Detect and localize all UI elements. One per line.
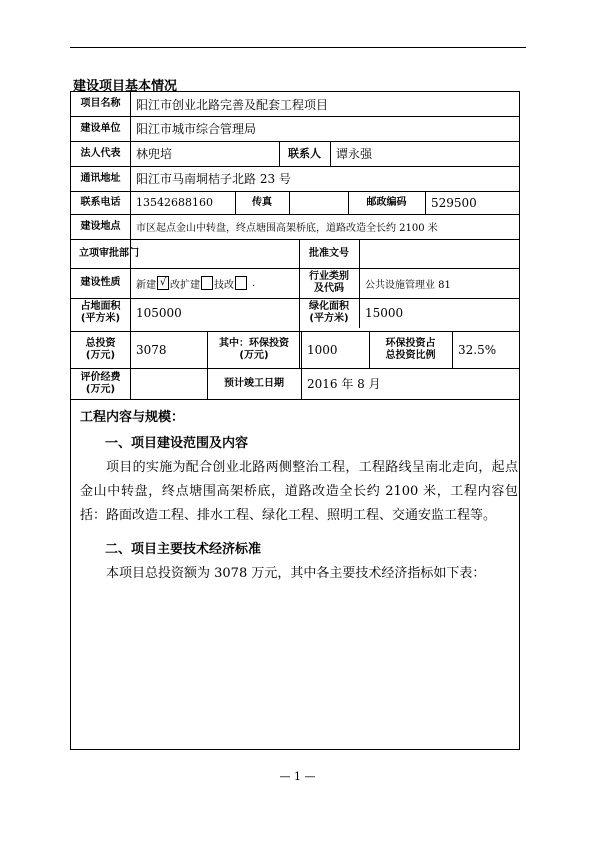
completion-date-label: 预计竣工日期 bbox=[224, 377, 284, 389]
env-investment-label bbox=[207, 331, 301, 368]
phone-value: 13542688160 bbox=[136, 196, 213, 209]
area-label bbox=[71, 298, 130, 328]
env-ratio-label-line2: 总投资比例 bbox=[385, 349, 436, 361]
contact-value: 谭永强 bbox=[336, 147, 373, 161]
green-area-label-line1: 绿化面积 bbox=[309, 301, 349, 312]
industry-label-line2: 及代码 bbox=[314, 283, 344, 294]
section-2-title: 二、项目主要技术经济标准 bbox=[105, 542, 262, 557]
eval-fee-value bbox=[130, 368, 207, 399]
env-ratio-label-line1: 环保投资占 bbox=[385, 337, 436, 349]
nature-option-new: 新建 bbox=[136, 279, 156, 291]
investment-label-line2: (万元) bbox=[85, 349, 116, 361]
page-title: 建设项目基本情况 bbox=[73, 79, 178, 94]
content-heading: 工程内容与规模： bbox=[80, 410, 185, 425]
contact-label: 联系人 bbox=[288, 146, 321, 160]
approval-dept-label: 立项审批部门 bbox=[79, 247, 139, 259]
address-label: 通讯地址 bbox=[80, 172, 121, 184]
header-rule bbox=[70, 47, 526, 48]
nature-option-tech: 技改 bbox=[214, 279, 234, 291]
approval-doc-value bbox=[359, 239, 519, 268]
section-2-text: 本项目总投资额为 3078 万元，其中各主要技术经济指标如下表： bbox=[106, 566, 486, 581]
industry-label-line1: 行业类别 bbox=[309, 271, 349, 282]
project-name-label: 项目名称 bbox=[80, 98, 121, 109]
nature-option-expand: 改扩建 bbox=[170, 279, 200, 291]
green-area-label-line2: (平方米) bbox=[309, 313, 349, 324]
basic-info-table bbox=[70, 91, 520, 750]
section-1-text: 项目的实施为配合创业北路两侧整治工程，工程路线呈南北走向，起点金山中转盘，终点塘围高架桥底，道路改造全长约 2100 米，工程内容包括：路面改造工程、排水工程、绿化工程、照明工程、交通安监工程等。 bbox=[80, 460, 518, 523]
address-value: 阳江市马南垌桔子北路 23 号 bbox=[136, 172, 291, 186]
industry-value: 公共设施管理业 81 bbox=[365, 279, 451, 291]
green-area-label bbox=[299, 298, 359, 328]
checkbox-new[interactable]: √ bbox=[157, 276, 169, 290]
page-number: — 1 — bbox=[279, 770, 316, 783]
investment-value: 3078 bbox=[136, 342, 167, 357]
construction-unit-label: 建设单位 bbox=[80, 122, 121, 134]
fax-value bbox=[289, 191, 348, 214]
construction-unit-value: 阳江市城市综合管理局 bbox=[136, 122, 257, 136]
investment-label bbox=[71, 331, 130, 368]
env-investment-value: 1000 bbox=[307, 342, 338, 357]
legal-rep-label: 法人代表 bbox=[80, 147, 121, 159]
site-value: 市区起点金山中转盘，终点塘围高架桥底，道路改造全长约 2100 米 bbox=[136, 223, 438, 234]
section-1-title: 一、项目建设范围及内容 bbox=[105, 436, 249, 451]
nature-label: 建设性质 bbox=[80, 277, 121, 288]
nature-options bbox=[130, 268, 299, 298]
project-name-value: 阳江市创业北路完善及配套工程项目 bbox=[136, 97, 329, 112]
row-divider bbox=[71, 399, 519, 400]
area-label-line2: (平方米) bbox=[80, 313, 121, 324]
checkbox-tech[interactable] bbox=[235, 276, 247, 290]
env-investment-label-line1: 其中：环保投资 bbox=[219, 337, 289, 349]
legal-rep-value: 林兜培 bbox=[136, 147, 173, 161]
checkbox-expand[interactable] bbox=[201, 276, 213, 290]
completion-date-value: 2016 年 8 月 bbox=[307, 377, 381, 391]
area-value: 105000 bbox=[136, 306, 182, 320]
eval-fee-label bbox=[71, 368, 130, 399]
area-label-line1: 占地面积 bbox=[80, 301, 121, 312]
phone-label: 联系电话 bbox=[80, 196, 121, 208]
approval-doc-label: 批准文号 bbox=[309, 247, 349, 259]
investment-label-line1: 总投资 bbox=[85, 337, 116, 349]
env-ratio-label bbox=[369, 331, 452, 368]
industry-label bbox=[299, 268, 359, 298]
green-area-value: 15000 bbox=[365, 306, 404, 320]
eval-fee-label-line2: (万元) bbox=[85, 383, 116, 395]
site-label: 建设地点 bbox=[80, 220, 121, 232]
postal-value: 529500 bbox=[431, 195, 477, 210]
nature-trailing: . bbox=[252, 277, 256, 289]
env-ratio-value: 32.5% bbox=[458, 342, 497, 357]
postal-label: 邮政编码 bbox=[366, 196, 407, 208]
env-investment-label-line2: (万元) bbox=[239, 349, 269, 361]
fax-label: 传真 bbox=[252, 196, 272, 208]
eval-fee-label-line1: 评价经费 bbox=[80, 371, 121, 383]
